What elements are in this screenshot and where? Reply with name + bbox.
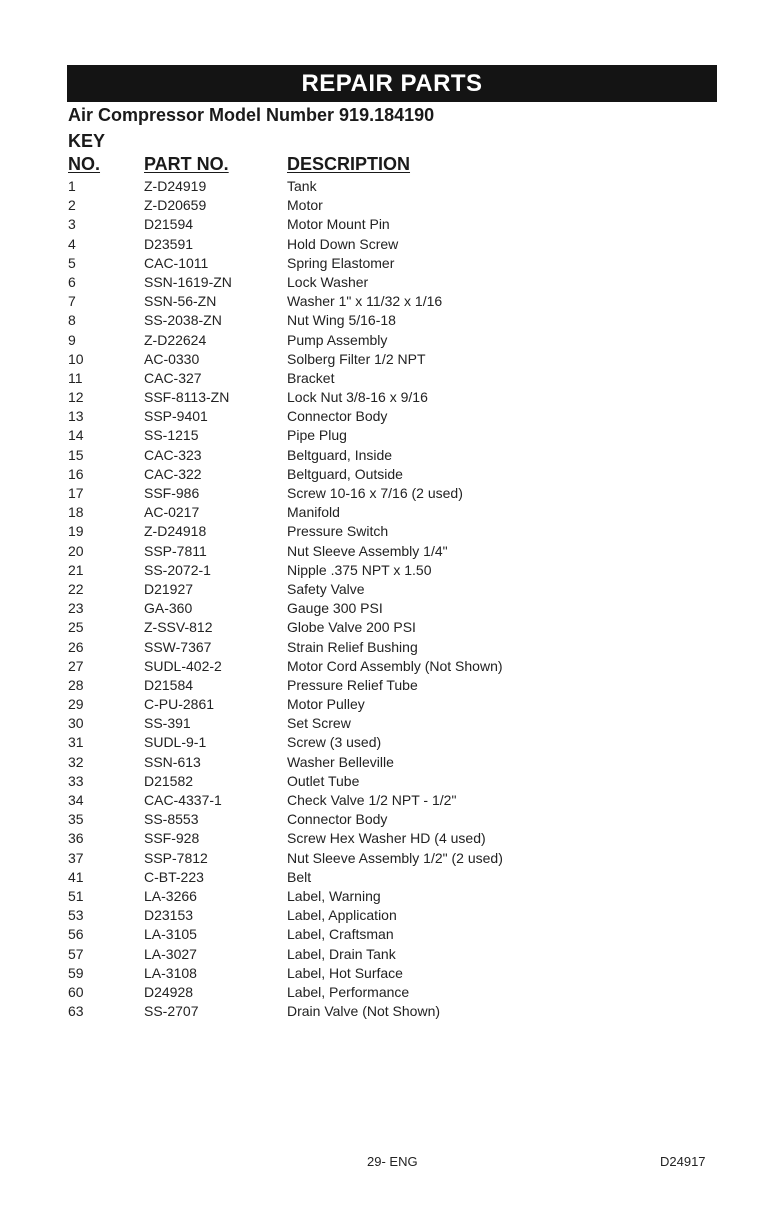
part-description: Screw (3 used)	[287, 734, 382, 751]
page-number: 29- ENG	[367, 1154, 418, 1169]
part-number: SSP-7812	[144, 849, 208, 866]
parts-row	[68, 887, 708, 906]
key-number: 11	[68, 369, 83, 386]
part-number: D21594	[144, 216, 194, 233]
parts-row	[68, 273, 708, 292]
parts-row	[68, 714, 708, 733]
parts-list	[68, 177, 708, 1021]
parts-row	[68, 695, 708, 714]
part-description: Lock Nut 3/8-16 x 9/16	[287, 389, 428, 406]
parts-row	[68, 772, 708, 791]
part-description: Nipple .375 NPT x 1.50	[287, 561, 432, 578]
column-header-part-no: PART NO.	[144, 154, 229, 174]
part-number: D21927	[144, 580, 194, 597]
part-number: SUDL-9-1	[144, 734, 207, 751]
part-number: SS-2707	[144, 1003, 199, 1020]
parts-row	[68, 829, 708, 848]
part-description: Lock Washer	[287, 273, 369, 290]
key-number: 41	[68, 868, 84, 885]
key-number: 10	[68, 350, 84, 367]
key-number: 57	[68, 945, 84, 962]
part-description: Nut Sleeve Assembly 1/2" (2 used)	[287, 849, 503, 866]
part-number: SS-391	[144, 715, 191, 732]
parts-row	[68, 196, 708, 215]
part-description: Solberg Filter 1/2 NPT	[287, 350, 426, 367]
part-description: Beltguard, Outside	[287, 465, 403, 482]
part-number: SSF-986	[144, 485, 200, 501]
key-number: 51	[68, 887, 84, 904]
key-number: 1	[68, 178, 76, 194]
key-number: 27	[68, 657, 84, 674]
key-number: 16	[68, 465, 84, 482]
part-number: GA-360	[144, 600, 193, 617]
part-number: CAC-1011	[144, 254, 209, 271]
part-description: Label, Hot Surface	[287, 964, 403, 981]
parts-row	[68, 503, 708, 522]
part-number: C-BT-223	[144, 868, 204, 885]
part-number: SSF-8113-ZN	[144, 389, 230, 406]
part-number: SSF-928	[144, 830, 200, 847]
parts-row	[68, 350, 708, 369]
parts-row	[68, 868, 708, 887]
key-number: 26	[68, 638, 84, 655]
part-description: Pipe Plug	[287, 427, 347, 444]
parts-row	[68, 331, 708, 350]
part-description: Belt	[287, 868, 312, 885]
part-description: Connector Body	[287, 811, 388, 828]
parts-row	[68, 388, 708, 407]
part-number: D24928	[144, 983, 194, 1000]
part-number: D23153	[144, 907, 194, 924]
model-number-heading: Air Compressor Model Number 919.184190	[68, 105, 435, 125]
key-number: 3	[68, 216, 76, 233]
parts-row	[68, 1002, 708, 1021]
parts-row	[68, 522, 708, 541]
parts-row	[68, 369, 708, 388]
part-description: Strain Relief Bushing	[287, 638, 418, 655]
part-number: SSP-7811	[144, 542, 207, 559]
parts-row	[68, 657, 708, 676]
part-number: LA-3027	[144, 945, 197, 962]
part-number: SS-2072-1	[144, 561, 211, 578]
part-number: SS-1215	[144, 427, 199, 444]
key-number: 6	[68, 273, 76, 290]
part-number: SSP-9401	[144, 408, 208, 425]
parts-row	[68, 849, 708, 868]
part-description: Safety Valve	[287, 580, 365, 597]
parts-row	[68, 945, 708, 964]
parts-row	[68, 446, 708, 465]
part-number: CAC-327	[144, 369, 202, 386]
part-description: Nut Sleeve Assembly 1/4"	[287, 542, 448, 559]
key-number: 20	[68, 542, 84, 559]
part-number: D21582	[144, 772, 194, 789]
part-description: Motor	[287, 197, 323, 214]
part-description: Check Valve 1/2 NPT - 1/2"	[287, 792, 457, 808]
key-number: 34	[68, 792, 84, 808]
parts-row	[68, 906, 708, 925]
parts-row	[68, 484, 708, 503]
part-description: Screw Hex Washer HD (4 used)	[287, 830, 486, 847]
parts-row	[68, 235, 708, 254]
parts-row	[68, 983, 708, 1002]
key-number: 63	[68, 1003, 84, 1020]
part-description: Label, Craftsman	[287, 926, 394, 943]
part-number: SS-8553	[144, 811, 199, 828]
part-description: Washer 1" x 11/32 x 1/16	[287, 293, 443, 310]
key-number: 8	[68, 312, 76, 329]
part-number: LA-3266	[144, 887, 197, 904]
key-number: 9	[68, 331, 76, 348]
part-description: Washer Belleville	[287, 753, 394, 770]
part-number: Z-SSV-812	[144, 619, 213, 636]
key-number: 4	[68, 235, 76, 252]
key-number: 23	[68, 600, 84, 617]
parts-row	[68, 254, 708, 273]
part-number: CAC-4337-1	[144, 792, 222, 808]
key-number: 56	[68, 926, 84, 943]
key-number: 30	[68, 715, 84, 732]
key-number: 21	[68, 561, 84, 578]
document-number: D24917	[660, 1154, 706, 1169]
part-number: AC-0330	[144, 350, 200, 367]
part-description: Drain Valve (Not Shown)	[287, 1003, 441, 1020]
part-number: SSN-56-ZN	[144, 293, 217, 310]
key-number: 15	[68, 446, 84, 463]
parts-row	[68, 810, 708, 829]
parts-row	[68, 791, 708, 810]
parts-row	[68, 426, 708, 445]
key-number: 60	[68, 983, 84, 1000]
part-number: Z-D20659	[144, 197, 207, 214]
key-number: 28	[68, 676, 84, 693]
page-title: REPAIR PARTS	[301, 69, 483, 97]
part-number: SSN-1619-ZN	[144, 273, 232, 290]
key-number: 53	[68, 907, 84, 924]
parts-row	[68, 753, 708, 772]
parts-row	[68, 407, 708, 426]
column-header-description: DESCRIPTION	[287, 154, 411, 174]
parts-row	[68, 215, 708, 234]
part-number: SSW-7367	[144, 638, 212, 655]
part-description: Pump Assembly	[287, 331, 388, 348]
key-number: 37	[68, 849, 84, 866]
part-number: D23591	[144, 235, 194, 252]
part-description: Globe Valve 200 PSI	[287, 619, 416, 636]
key-number: 5	[68, 254, 76, 271]
part-description: Nut Wing 5/16-18	[287, 312, 396, 329]
part-description: Motor Mount Pin	[287, 216, 390, 233]
key-number: 19	[68, 523, 84, 540]
key-number: 17	[68, 485, 84, 501]
part-description: Connector Body	[287, 408, 388, 425]
part-number: C-PU-2861	[144, 696, 215, 713]
part-description: Label, Warning	[287, 887, 381, 904]
parts-row	[68, 925, 708, 944]
part-number: LA-3108	[144, 964, 197, 981]
part-description: Motor Pulley	[287, 696, 365, 713]
key-number: 18	[68, 504, 84, 521]
key-column-label: KEY	[68, 131, 106, 151]
parts-row	[68, 618, 708, 637]
parts-row	[68, 599, 708, 618]
part-description: Manifold	[287, 504, 340, 521]
key-number: 35	[68, 811, 84, 828]
parts-row	[68, 465, 708, 484]
parts-row	[68, 638, 708, 657]
part-description: Gauge 300 PSI	[287, 600, 383, 617]
key-number: 22	[68, 580, 84, 597]
key-number: 14	[68, 427, 84, 444]
part-description: Hold Down Screw	[287, 235, 399, 252]
part-number: Z-D22624	[144, 331, 207, 348]
part-number: SSN-613	[144, 753, 201, 770]
part-number: AC-0217	[144, 504, 200, 521]
part-description: Tank	[287, 178, 317, 194]
part-description: Pressure Relief Tube	[287, 676, 418, 693]
parts-row	[68, 580, 708, 599]
key-number: 13	[68, 408, 84, 425]
key-number: 59	[68, 964, 84, 981]
key-number: 33	[68, 772, 84, 789]
part-description: Beltguard, Inside	[287, 446, 393, 463]
key-number: 32	[68, 753, 84, 770]
part-description: Label, Application	[287, 907, 397, 924]
part-number: CAC-322	[144, 465, 202, 482]
key-number: 29	[68, 696, 84, 713]
parts-row	[68, 676, 708, 695]
parts-row	[68, 542, 708, 561]
key-number: 25	[68, 619, 84, 636]
column-header-no: NO.	[68, 154, 101, 174]
parts-row	[68, 177, 708, 196]
part-description: Pressure Switch	[287, 523, 389, 540]
key-number: 36	[68, 830, 84, 847]
title-banner	[67, 65, 717, 102]
parts-row	[68, 733, 708, 752]
part-number: Z-D24918	[144, 523, 207, 540]
parts-row	[68, 311, 708, 330]
part-description: Screw 10-16 x 7/16 (2 used)	[287, 485, 463, 501]
part-description: Outlet Tube	[287, 772, 360, 789]
key-number: 31	[68, 734, 84, 751]
part-number: D21584	[144, 676, 194, 693]
part-description: Label, Drain Tank	[287, 945, 396, 962]
part-number: CAC-323	[144, 446, 202, 463]
part-number: SUDL-402-2	[144, 657, 222, 674]
key-number: 2	[68, 197, 76, 214]
part-description: Set Screw	[287, 715, 351, 732]
part-description: Bracket	[287, 369, 335, 386]
key-number: 12	[68, 389, 84, 406]
key-number: 7	[68, 293, 76, 310]
part-number: Z-D24919	[144, 178, 207, 194]
parts-row	[68, 292, 708, 311]
parts-row	[68, 561, 708, 580]
part-description: Motor Cord Assembly (Not Shown)	[287, 657, 503, 674]
part-description: Label, Performance	[287, 983, 410, 1000]
part-description: Spring Elastomer	[287, 254, 395, 271]
part-number: LA-3105	[144, 926, 197, 943]
part-number: SS-2038-ZN	[144, 312, 222, 329]
parts-row	[68, 964, 708, 983]
